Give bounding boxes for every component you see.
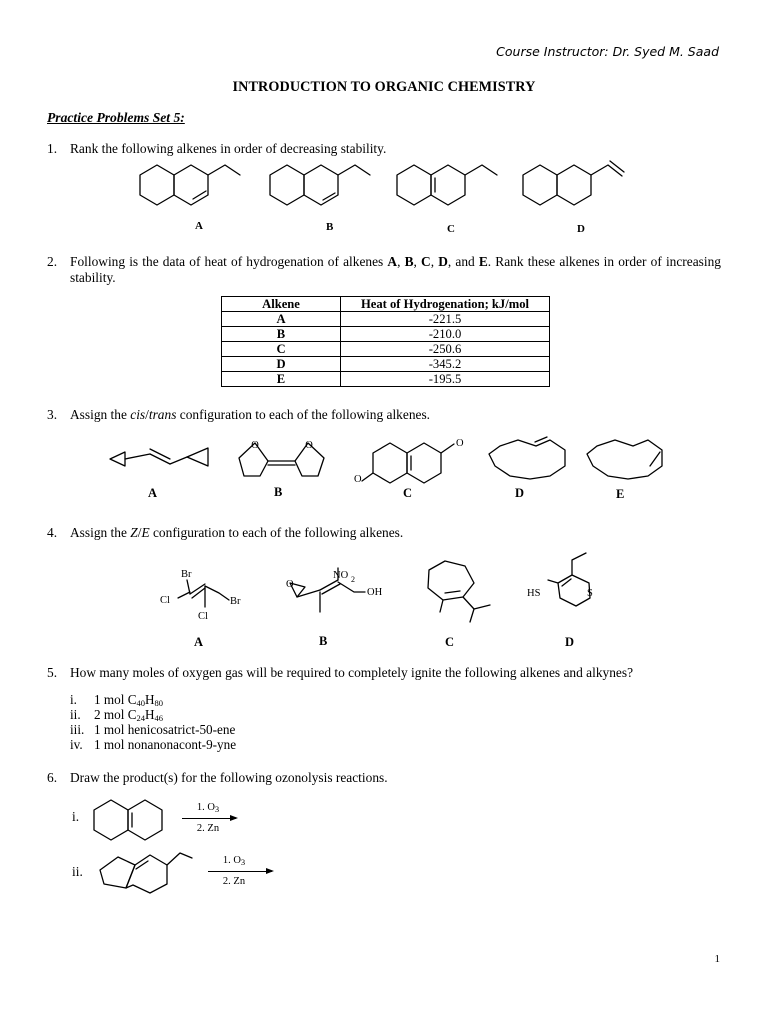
q3-text: Assign the cis/trans configuration to each of the following alkenes.: [70, 407, 431, 422]
q2-number: 2.: [47, 254, 58, 269]
q2-text: Following is the data of heat of hydrogenation of alkenes A, B, C, D, and E. Rank these alkenes in order of increasing stability.: [70, 254, 721, 285]
svg-text:S: S: [587, 588, 593, 599]
table-row: C -250.6: [222, 342, 550, 357]
q6-structure-i: [94, 800, 162, 840]
table-row: E -195.5: [222, 372, 550, 387]
table-row: D -345.2: [222, 357, 550, 372]
q3-label-d: D: [515, 486, 525, 500]
q3-label-e: E: [616, 487, 625, 501]
page-number: 1: [714, 953, 720, 965]
problem-set-heading: Practice Problems Set 5:: [47, 110, 185, 125]
svg-text:NO: NO: [333, 570, 349, 581]
q1-label-a: A: [195, 220, 203, 232]
q3-label-c: C: [403, 486, 413, 500]
q1-label-b: B: [326, 221, 334, 233]
q4-label-a: A: [194, 635, 204, 649]
q6-number: 6.: [47, 770, 58, 785]
q1-label-c: C: [447, 223, 455, 235]
q6-text: Draw the product(s) for the following ozonolysis reactions.: [70, 770, 388, 785]
svg-text:O: O: [305, 440, 313, 451]
course-instructor: Course Instructor: Dr. Syed M. Saad: [496, 44, 719, 59]
q4-label-d: D: [565, 635, 575, 649]
q5-number: 5.: [47, 665, 58, 680]
q6-part-ii-number: ii.: [72, 864, 83, 879]
q4-label-c: C: [445, 635, 455, 649]
q5-text: How many moles of oxygen gas will be required to completely ignite the following alkenes and alkynes?: [70, 665, 634, 680]
table-row: A -221.5: [222, 312, 550, 327]
q6-ii-reagent-step2: 2. Zn: [222, 876, 246, 887]
svg-text:O: O: [286, 579, 294, 590]
q6-structure-ii: [100, 853, 192, 893]
q6-ii-reaction-arrow: [208, 871, 272, 872]
list-item: iii. 1 mol henicosatrict-50-ene: [70, 722, 236, 737]
q3-label-b: B: [274, 485, 283, 499]
q6-i-reagent-step2: 2. Zn: [196, 823, 220, 834]
svg-text:Br: Br: [230, 596, 241, 607]
svg-text:OH: OH: [367, 587, 383, 598]
svg-text:Br: Br: [181, 569, 192, 580]
q6-i-reaction-arrow: [182, 818, 236, 819]
svg-text:2: 2: [351, 575, 355, 584]
svg-text:O: O: [251, 440, 259, 451]
q6-part-i-number: i.: [72, 809, 80, 824]
q1-number: 1.: [47, 141, 58, 156]
q1-text: Rank the following alkenes in order of decreasing stability.: [70, 141, 387, 156]
table-header-heat: Heat of Hydrogenation; kJ/mol: [341, 297, 550, 312]
list-item: ii. 2 mol $C_{24}H_{46}$: [70, 707, 164, 723]
q4-label-b: B: [319, 634, 328, 648]
list-item: i. 1 mol $C_{40}H_{80}$: [70, 692, 164, 708]
q3-number: 3.: [47, 407, 58, 422]
q4-text: Assign the Z/E configuration to each of the following alkenes.: [70, 525, 404, 540]
svg-text:O: O: [354, 474, 362, 485]
svg-text:HS: HS: [527, 588, 541, 599]
q6-ii-reagent-step1: 1. $O_3$: [222, 855, 246, 867]
page-title: INTRODUCTION TO ORGANIC CHEMISTRY: [232, 79, 536, 95]
svg-text:Cl: Cl: [160, 595, 170, 606]
q1-label-d: D: [577, 223, 585, 235]
q6-i-reagent-step1: 1. $O_3$: [196, 802, 220, 814]
q4-number: 4.: [47, 525, 58, 540]
table-header-alkene: Alkene: [222, 297, 341, 312]
table-row: B -210.0: [222, 327, 550, 342]
svg-text:Cl: Cl: [198, 611, 208, 622]
q3-label-a: A: [148, 486, 158, 500]
svg-text:O: O: [456, 438, 464, 449]
list-item: iv. 1 mol nonanonacont-9-yne: [70, 737, 237, 752]
